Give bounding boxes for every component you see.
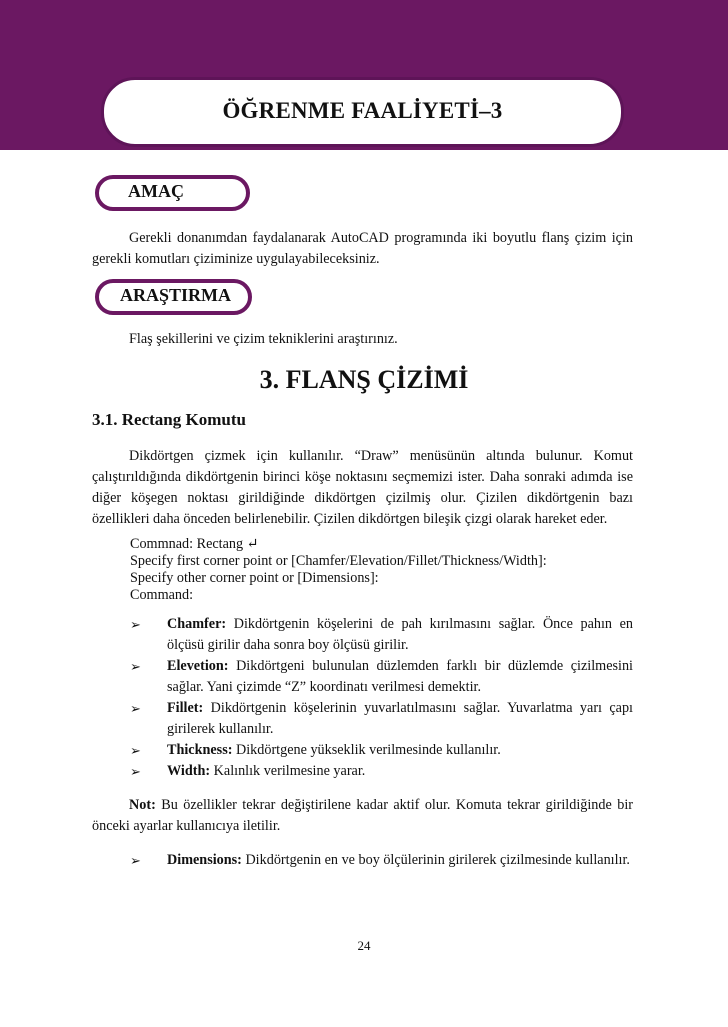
option-term: Elevetion: — [167, 658, 229, 674]
option-term: Fillet: — [167, 700, 204, 716]
command-line: Commnad: Rectang ↵ — [130, 536, 259, 552]
option-desc: Dikdörtgenin en ve boy ölçülerinin girilerek çizilmesinde kullanılır. — [245, 852, 630, 868]
option-term: Thickness: — [167, 742, 233, 758]
option-desc: Kalınlık verilmesine yarar. — [213, 763, 366, 779]
arrowhead-bullet-icon: ➢ — [130, 853, 141, 868]
arrowhead-bullet-icon: ➢ — [130, 701, 141, 716]
arastirma-text: Flaş şekillerini ve çizim tekniklerini araştırınız. — [129, 331, 398, 347]
intro-paragraph: Dikdörtgen çizmek için kullanılır. “Draw” menüsünün altında bulunur. Komut çalıştırıldığında dikdörtgenin birinci köşe noktasını seçmemizi ister. Daha sonraki adımda ise diğer köşegen noktası girildiğinde dikdörtgen çizilmiş olur. Çizilen dikdörtgenin bazı özellikleri daha önceden belirlenebilir. Çizilen dikdörtgen bileşik çizgi olarak hareket eder. — [92, 448, 633, 527]
subsection-title: 3.1. Rectang Komutu — [92, 410, 246, 429]
arrowhead-bullet-icon: ➢ — [130, 764, 141, 779]
option-desc: Dikdörtgenin köşelerinin yuvarlatılmasını sağlar. Yuvarlatma yarı çapı girilerek kullanılır. — [167, 700, 634, 737]
arrowhead-bullet-icon: ➢ — [130, 743, 141, 758]
option-term: Dimensions: — [167, 852, 242, 868]
option-term: Width: — [167, 763, 211, 779]
option-desc: Dikdörtgeni bulunulan düzlemden farklı bir düzlemde çizilmesini sağlar. Yani çizimde “Z” koordinatı verilmesi demektir. — [167, 658, 634, 695]
activity-title: ÖĞRENME FAALİYETİ–3 — [222, 98, 503, 123]
title-pill — [101, 77, 624, 147]
section-title: 3. FLANŞ ÇİZİMİ — [259, 365, 469, 394]
command-line: Command: — [130, 587, 194, 603]
command-line: Specify other corner point or [Dimensions]: — [130, 570, 379, 586]
note-text: Bu özellikler tekrar değiştirilene kadar aktif olur. Komuta tekrar girildiğinde bir önceki ayarlar kullanıcıya iletilir. — [92, 797, 634, 834]
arrowhead-bullet-icon: ➢ — [130, 659, 141, 674]
note-paragraph — [92, 795, 633, 837]
page-number: 24 — [357, 938, 371, 953]
amac-text: Gerekli donanımdan faydalanarak AutoCAD programında iki boyutlu flanş çizim için gerekli komutları çiziminize uygulayabileceksiniz. — [92, 230, 633, 267]
option-desc: Dikdörtgenin köşelerini de pah kırılmasını sağlar. Önce pahın en ölçüsü girilir daha sonra boy ölçüsü girilir. — [167, 616, 633, 653]
option-term: Chamfer: — [167, 616, 227, 632]
note-label: Not: — [129, 797, 156, 813]
command-line: Specify first corner point or [Chamfer/Elevation/Fillet/Thickness/Width]: — [130, 553, 547, 569]
option-desc: Dikdörtgene yükseklik verilmesinde kullanılır. — [235, 742, 501, 758]
amac-label: AMAÇ — [128, 181, 184, 201]
arrowhead-bullet-icon: ➢ — [130, 617, 141, 632]
arastirma-label: ARAŞTIRMA — [120, 285, 232, 305]
